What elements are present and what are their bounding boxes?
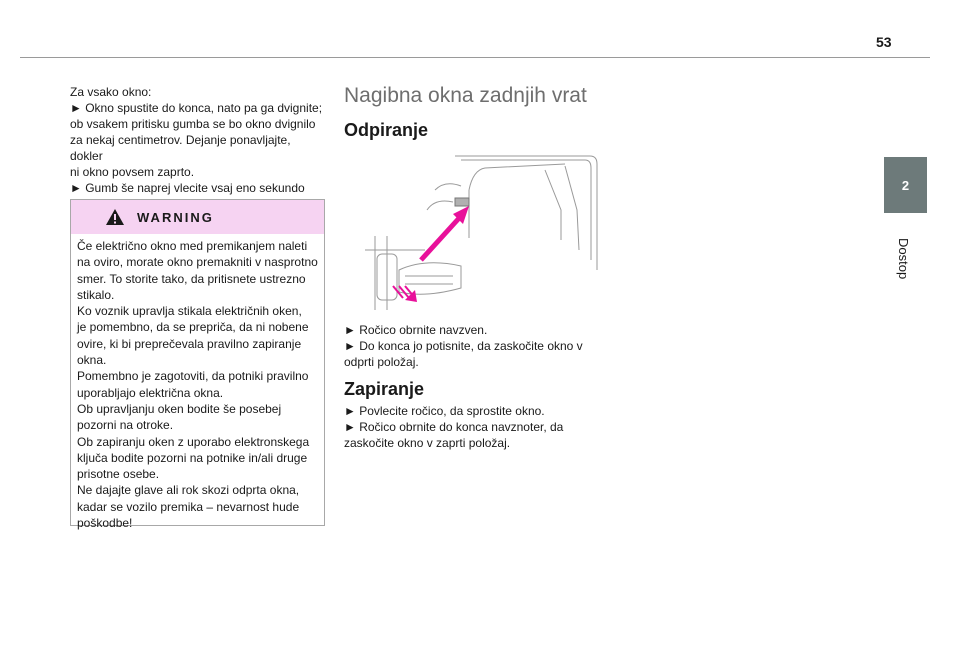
intro-line: ► Gumb še naprej vlecite vsaj eno sekundo <box>70 181 305 195</box>
intro-line: ni okno povsem zaprto. <box>70 165 195 179</box>
warning-line: okna. <box>77 353 107 368</box>
warning-line: smer. To storite tako, da pritisnete ustrezno <box>77 271 306 286</box>
close-heading: Zapiranje <box>344 379 425 399</box>
section-title: Nagibna okna zadnjih vrat <box>344 84 587 107</box>
warning-line: ovire, ki bi preprečevala pravilno zapiranje <box>77 336 302 351</box>
warning-header <box>71 200 324 234</box>
chapter-tab-number[interactable]: 2 <box>884 157 927 213</box>
warning-line: Če električno okno med premikanjem naleti <box>77 239 308 253</box>
close-line: ► Povlecite ročico, da sprostite okno. <box>344 404 545 418</box>
intro-line: ob vsakem pritisku gumba se bo okno dvignilo <box>70 117 316 131</box>
window-latch-illustration <box>365 150 605 310</box>
warning-title: WARNING <box>137 209 214 225</box>
warning-triangle-icon <box>105 208 125 226</box>
warning-line: Ko voznik upravlja stikala električnih oken, <box>77 304 302 319</box>
open-line: ► Ročico obrnite navzven. <box>344 323 488 337</box>
warning-line: poškodbe! <box>77 516 133 531</box>
open-instructions <box>344 322 594 370</box>
close-instructions <box>344 403 594 451</box>
close-line: ► Ročico obrnite do konca navznoter, da <box>344 420 564 434</box>
open-line: ► Do konca jo potisnite, da zaskočite okno v <box>344 339 583 353</box>
warning-line: je pomembno, da se prepriča, da ni nobene <box>77 320 309 335</box>
close-line: zaskočite okno v zaprti položaj. <box>344 436 511 450</box>
warning-line: Pomembno je zagotoviti, da potniki pravilno <box>77 369 309 384</box>
page-number: 53 <box>876 34 892 50</box>
warning-line: pozorni na otroke. <box>77 418 174 433</box>
warning-line: Ne dajajte glave ali rok skozi odprta okna, <box>77 483 300 498</box>
intro-line: Za vsako okno: <box>70 85 152 99</box>
open-heading: Odpiranje <box>344 120 429 140</box>
warning-line: stikalo. <box>77 287 115 302</box>
warning-line: uporabljajo električna okna. <box>77 385 224 400</box>
chapter-tab-label: Dostop <box>896 237 911 280</box>
intro-line: ► Okno spustite do konca, nato pa ga dvignite; <box>70 101 323 115</box>
chapter-tab-label-box <box>880 216 927 301</box>
warning-line: kadar se vozilo premika – nevarnost hude <box>77 499 300 514</box>
warning-line: ključa bodite pozorni na potnike in/ali druge <box>77 450 308 465</box>
top-divider <box>20 57 930 58</box>
warning-body <box>71 234 324 531</box>
open-line: odprti položaj. <box>344 355 419 369</box>
warning-box <box>70 199 325 531</box>
warning-line: na oviro, morate okno premakniti v nasprotno <box>77 255 318 270</box>
arrow-up-icon <box>421 206 469 260</box>
warning-line: prisotne osebe. <box>77 467 160 482</box>
intro-line: za nekaj centimetrov. Dejanje ponavljajte, dokler <box>70 133 291 163</box>
warning-line: Ob upravljanju oken bodite še posebej <box>77 401 282 416</box>
intro-text <box>70 84 326 212</box>
warning-line: Ob zapiranju oken z uporabo elektronskega <box>77 434 310 449</box>
